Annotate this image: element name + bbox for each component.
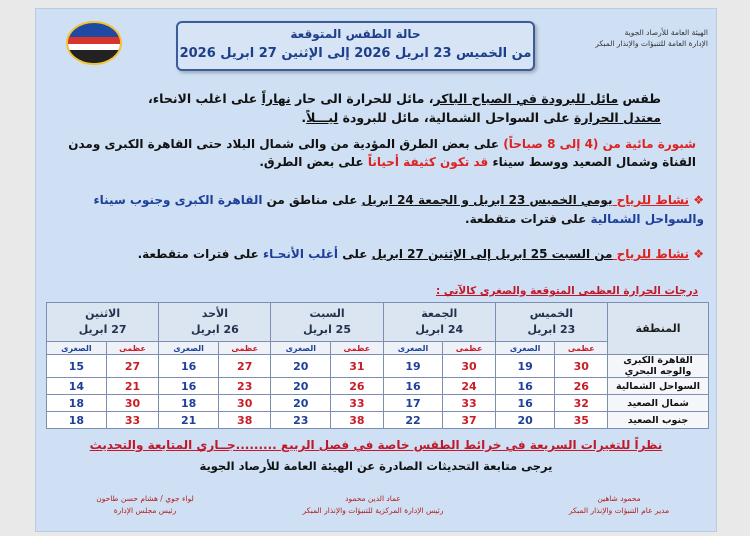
- bulletin-page: [35, 8, 717, 532]
- authority-name: الهيئة العامة للأرصاد الجوية الإدارة العامة للتنبؤات والإنذار المبكر: [595, 28, 708, 48]
- max-temp: 30: [555, 355, 608, 378]
- max-temp: 21: [106, 378, 159, 395]
- min-temp: 16: [495, 395, 555, 412]
- min-temp: 18: [47, 412, 107, 429]
- max-temp: 32: [555, 395, 608, 412]
- region-header: المنطقة: [608, 303, 709, 355]
- min-temp: 18: [47, 395, 107, 412]
- max-temp: 33: [331, 395, 384, 412]
- day-header: الاثنين 27 ابريل: [47, 303, 159, 342]
- day-header: السبت 25 ابريل: [271, 303, 383, 342]
- max-temp: 23: [218, 378, 271, 395]
- table-caption: درجات الحرارة العظمى المتوقعة والصغرى كالآتي :: [435, 285, 698, 297]
- day-header: الجمعة 24 ابريل: [383, 303, 495, 342]
- max-temp: 26: [555, 378, 608, 395]
- max-temp: 33: [443, 395, 496, 412]
- min-label: الصغرى: [383, 342, 443, 355]
- region-cell: السواحل الشمالية: [608, 378, 709, 395]
- min-temp: 18: [159, 395, 219, 412]
- table-row: [47, 355, 709, 378]
- min-temp: 23: [271, 412, 331, 429]
- max-label: عظمى: [106, 342, 159, 355]
- min-temp: 17: [383, 395, 443, 412]
- max-label: عظمى: [331, 342, 384, 355]
- min-temp: 14: [47, 378, 107, 395]
- wind-warning-1: ❖ نشاط للرياح يومي الخميس 23 ابريل و الجمعة 24 ابريل على مناطق من القاهرة الكبرى وجنوب سيناء والسواحل الشمالية على فترات متقطعة.: [93, 193, 704, 226]
- max-temp: 31: [331, 355, 384, 378]
- min-temp: 22: [383, 412, 443, 429]
- min-label: الصغرى: [271, 342, 331, 355]
- min-temp: 20: [271, 395, 331, 412]
- min-temp: 16: [495, 378, 555, 395]
- authority-logo: [66, 21, 122, 65]
- min-temp: 16: [159, 378, 219, 395]
- table-row: [47, 412, 709, 429]
- min-temp: 20: [495, 412, 555, 429]
- region-cell: جنوب الصعيد: [608, 412, 709, 429]
- bulletin-title: حالة الطقس المتوقعة: [290, 27, 421, 41]
- max-temp: 30: [443, 355, 496, 378]
- follow-updates-note: يرجى متابعة التحديثات الصادرة عن الهيئة العامة للأرصاد الجوية: [199, 459, 553, 473]
- title-box: [176, 21, 535, 71]
- max-temp: 30: [218, 395, 271, 412]
- min-temp: 15: [47, 355, 107, 378]
- min-label: الصغرى: [495, 342, 555, 355]
- max-temp: 26: [331, 378, 384, 395]
- weather-summary: طقس مائل للبرودة في الصباح الباكر، مائل للحرارة الى حار نهاراً على اغلب الانحاء، معتدل الحرارة على السواحل الشمالية، مائل للبرودة ليـــلاً.: [147, 91, 661, 125]
- signature-block: لواء جوي / هشام حسن طاحون رئيس مجلس الإدارة: [96, 494, 194, 515]
- update-note: نظراً للتغيرات السريعة في خرائط الطقس خاصة في فصل الربيع .........جــاري المتابعة والتحديث: [89, 438, 663, 452]
- min-temp: 16: [159, 355, 219, 378]
- max-label: عظمى: [443, 342, 496, 355]
- min-temp: 20: [271, 378, 331, 395]
- day-header: الخميس 23 ابريل: [495, 303, 607, 342]
- max-label: عظمى: [218, 342, 271, 355]
- max-temp: 30: [106, 395, 159, 412]
- max-temp: 35: [555, 412, 608, 429]
- min-temp: 16: [383, 378, 443, 395]
- max-label: عظمى: [555, 342, 608, 355]
- table-row: [47, 395, 709, 412]
- max-temp: 24: [443, 378, 496, 395]
- min-label: الصغرى: [159, 342, 219, 355]
- min-temp: 20: [271, 355, 331, 378]
- min-label: الصغرى: [47, 342, 107, 355]
- min-temp: 19: [495, 355, 555, 378]
- max-temp: 27: [218, 355, 271, 378]
- signature-block: محمود شاهين مدير عام التنبؤات والإنذار المبكر: [568, 494, 670, 515]
- max-temp: 27: [106, 355, 159, 378]
- day-header: الأحد 26 ابريل: [159, 303, 271, 342]
- temperature-table: [46, 302, 709, 429]
- min-temp: 21: [159, 412, 219, 429]
- fog-warning: شبورة مائية من (4 إلى 8 صباحاً) على بعض الطرق المؤدية من والى شمال البلاد حتى القاهرة الكبرى ومدن القناة وشمال الصعيد ووسط سيناء قد تكون كثيفة أحياناً على بعض الطرق.: [68, 137, 696, 169]
- wind-warning-2: ❖ نشاط للرياح من السبت 25 ابريل إلى الإثنين 27 ابريل على أغلب الأنحـاء على فترات متقطعة.: [137, 247, 704, 261]
- min-temp: 19: [383, 355, 443, 378]
- region-cell: القاهرة الكبرى والوجه البحري: [608, 355, 709, 378]
- max-temp: 37: [443, 412, 496, 429]
- region-cell: شمال الصعيد: [608, 395, 709, 412]
- max-temp: 38: [218, 412, 271, 429]
- signature-block: عماد الدين محمود رئيس الإدارة المركزية للتنبؤات والإنذار المبكر: [302, 494, 444, 515]
- bullet-icon: ❖: [693, 247, 704, 261]
- max-temp: 33: [106, 412, 159, 429]
- bulletin-dates: من الخميس 23 ابريل 2026 إلى الإثنين 27 ابريل 2026: [179, 46, 532, 61]
- table-row: [47, 378, 709, 395]
- bullet-icon: ❖: [693, 193, 704, 207]
- max-temp: 38: [331, 412, 384, 429]
